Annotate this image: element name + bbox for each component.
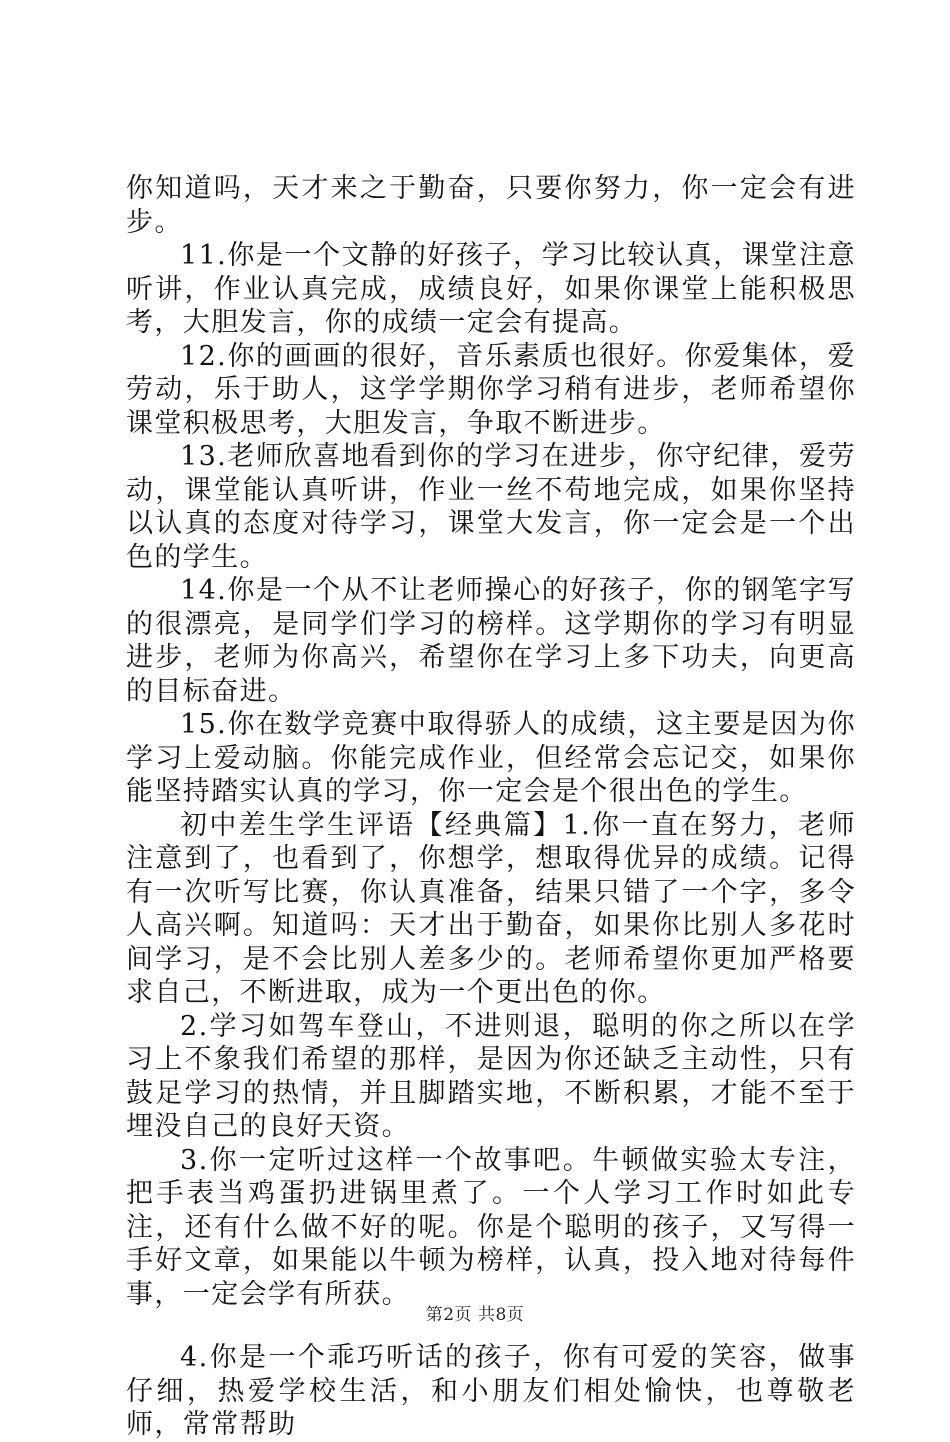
paragraph-comment-15: 15.你在数学竞赛中取得骄人的成绩，这主要是因为你学习上爱动脑。你能完成作业，但经常会忘记交，如果你能坚持踏实认真的学习，你一定会是个很出色的学生。 [126, 709, 856, 807]
paragraph-classic-section-1: 初中差生学生评语【经典篇】1.你一直在努力，老师注意到了，也看到了，你想学，想取得优异的成绩。记得有一次听写比赛，你认真准备，结果只错了一个字，多令人高兴啊。知道吗：天才出于勤奋，如果你比别人多花时间学习，是不会比别人差多少的。老师希望你更加严格要求自己，不断进取，成为一个更出色的你。 [126, 809, 856, 1008]
paragraph-comment-13: 13.老师欣喜地看到你的学习在进步，你守纪律，爱劳动，课堂能认真听讲，作业一丝不苟地完成，如果你坚持以认真的态度对待学习，课堂大发言，你一定会是一个出色的学生。 [126, 441, 856, 573]
paragraph-classic-3: 3.你一定听过这样一个故事吧。牛顿做实验太专注，把手表当鸡蛋扔进锅里煮了。一个人学习工作时如此专注，还有什么做不好的呢。你是个聪明的孩子，又写得一手好文章，如果能以牛顿为榜样，认真，投入地对待每件事，一定会学有所获。 [126, 1144, 856, 1310]
page-number-footer: 第2页 共8页 [425, 1305, 525, 1325]
document-body [126, 172, 856, 1442]
paragraph-comment-11: 11.你是一个文静的好孩子，学习比较认真，课堂注意听讲，作业认真完成，成绩良好，如果你课堂上能积极思考，大胆发言，你的成绩一定会有提高。 [126, 240, 856, 338]
paragraph-comment-12: 12.你的画画的很好，音乐素质也很好。你爱集体，爱劳动，乐于助人，这学学期你学习稍有进步，老师希望你课堂积极思考，大胆发言，争取不断进步。 [126, 340, 856, 439]
paragraph-comment-14: 14.你是一个从不让老师操心的好孩子，你的钢笔字写的很漂亮，是同学们学习的榜样。这学期你的学习有明显进步，老师为你高兴，希望你在学习上多下功夫，向更高的目标奋进。 [126, 575, 856, 707]
paragraph-classic-2: 2.学习如驾车登山，不进则退，聪明的你之所以在学习上不象我们希望的那样，是因为你还缺乏主动性，只有鼓足学习的热情，并且脚踏实地，不断积累，才能不至于埋没自己的良好天资。 [126, 1010, 856, 1142]
paragraph-continuation: 你知道吗，天才来之于勤奋，只要你努力，你一定会有进步。 [126, 173, 856, 238]
paragraph-classic-4: 4.你是一个乖巧听话的孩子，你有可爱的笑容，做事仔细，热爱学校生活，和小朋友们相处愉快，也尊敬老师，常常帮助 [126, 1342, 856, 1440]
